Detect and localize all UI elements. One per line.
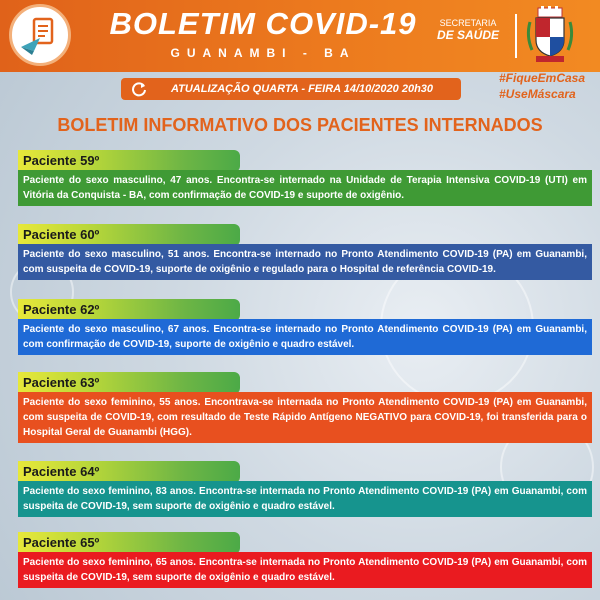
patient-description: Paciente do sexo masculino, 67 anos. Encontra-se internado no Pronto Atendimento COVID-19 (PA) em Guanambi, com confirmação de COVID-19, suporte de oxigênio e quadro estável.	[18, 319, 592, 355]
secretaria-label	[428, 18, 508, 42]
document-paper-plane-icon	[9, 4, 71, 66]
hashtag-stay-home: #FiqueEmCasa	[499, 71, 586, 85]
patient-label: Paciente 60º	[18, 224, 240, 246]
header-divider	[515, 14, 517, 58]
patient-description: Paciente do sexo feminino, 55 anos. Encontrava-se internada no Pronto Atendimento COVID-19 (PA) em Guanambi, com suspeita de COVID-19, com resultado de Teste Rápido Antígeno NEGATIVO para COVID-19, foi transferida para o Hospital Geral de Guanambi (HGG).	[18, 392, 592, 443]
header-bar	[0, 0, 600, 72]
patient-description: Paciente do sexo masculino, 51 anos. Encontra-se internado no Pronto Atendimento COVID-19 (PA) em Guanambi, com suspeita de COVID-19, suporte de oxigênio e regulado para o Hospital de referência COVID-19.	[18, 244, 592, 280]
patient-label: Paciente 65º	[18, 532, 240, 554]
section-title: BOLETIM INFORMATIVO DOS PACIENTES INTERNADOS	[57, 115, 543, 135]
city-subtitle: GUANAMBI - BA	[170, 46, 356, 60]
secretaria-line1: SECRETARIA	[439, 18, 497, 28]
update-banner	[121, 78, 461, 100]
patient-label: Paciente 64º	[18, 461, 240, 483]
patient-description: Paciente do sexo feminino, 83 anos. Encontra-se internada no Pronto Atendimento COVID-19 (PA) em Guanambi, com suspeita de COVID-19, sem suporte de oxigênio e quadro estável.	[18, 481, 592, 517]
municipal-crest-icon	[522, 6, 578, 71]
update-label: ATUALIZAÇÃO QUARTA - FEIRA 14/10/2020 20h30	[171, 83, 434, 95]
patient-label: Paciente 62º	[18, 299, 240, 321]
patient-label: Paciente 63º	[18, 372, 240, 394]
patient-label: Paciente 59º	[18, 150, 240, 172]
secretaria-line2: DE SAÚDE	[436, 28, 499, 42]
hashtag-use-mask: #UseMáscara	[499, 87, 576, 101]
patient-description: Paciente do sexo feminino, 65 anos. Encontra-se internada no Pronto Atendimento COVID-19 (PA) em Guanambi, com suspeita de COVID-19, sem suporte de oxigênio e quadro estável.	[18, 552, 592, 588]
refresh-icon	[131, 81, 147, 97]
patient-description: Paciente do sexo masculino, 47 anos. Encontra-se internado na Unidade de Terapia Intensiva COVID-19 (UTI) em Vitória da Conquista - BA, com confirmação de COVID-19 e suporte de oxigênio.	[18, 170, 592, 206]
page-title: BOLETIM COVID-19	[109, 6, 417, 41]
